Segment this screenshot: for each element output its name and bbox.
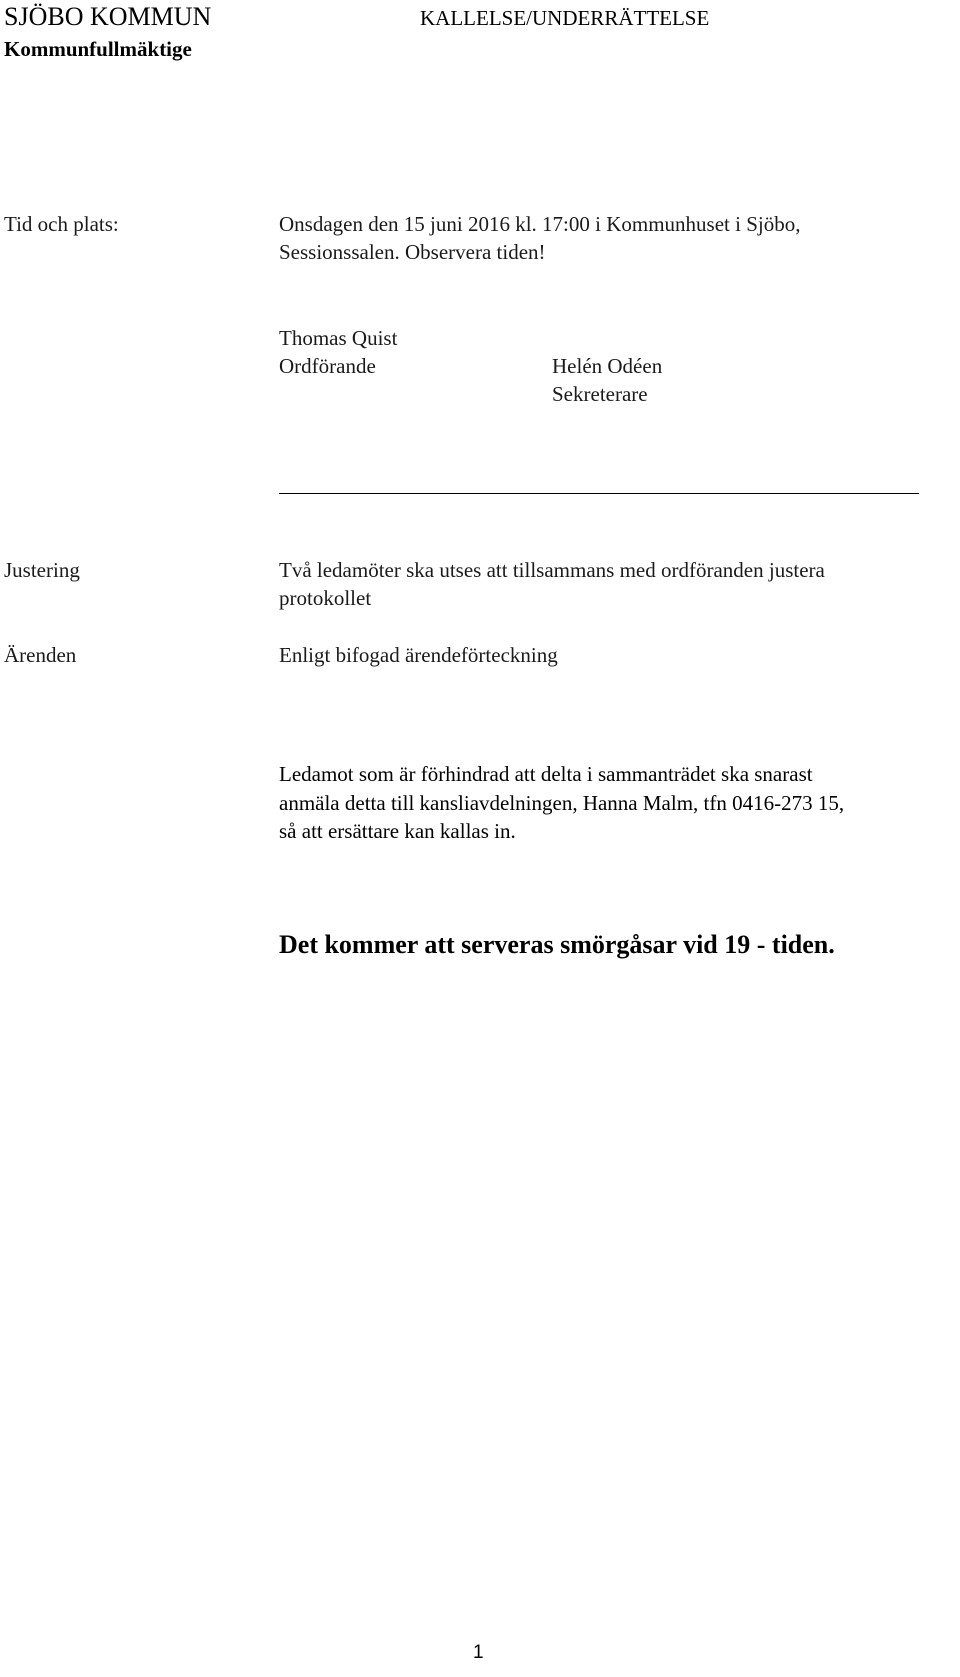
secretary-title: Sekreterare [552, 382, 648, 406]
time-place-line-2: Sessionssalen. Observera tiden! [279, 240, 546, 264]
notice-line-3: så att ersättare kan kallas in. [279, 819, 516, 843]
adjustment-label: Justering [4, 558, 80, 582]
notice-line-1: Ledamot som är förhindrad att delta i sammanträdet ska snarast [279, 762, 813, 786]
organization-name: SJÖBO KOMMUN [4, 2, 212, 31]
items-label: Ärenden [4, 643, 77, 667]
adjustment-text-line-1: Två ledamöter ska utses att tillsammans med ordföranden justera [279, 558, 825, 582]
catering-note: Det kommer att serveras smörgåsar vid 19 - tiden. [279, 930, 835, 959]
chair-title: Ordförande [279, 354, 376, 378]
notice-line-2: anmäla detta till kansliavdelningen, Hanna Malm, tfn 0416-273 15, [279, 791, 845, 815]
page-number: 1 [473, 1642, 484, 1663]
time-place-label: Tid och plats: [4, 212, 119, 236]
time-place-line-1: Onsdagen den 15 juni 2016 kl. 17:00 i Kommunhuset i Sjöbo, [279, 212, 801, 236]
divider-line [279, 493, 919, 494]
document-type-title: KALLELSE/UNDERRÄTTELSE [420, 6, 710, 30]
secretary-name: Helén Odéen [552, 354, 663, 378]
items-text: Enligt bifogad ärendeförteckning [279, 643, 558, 667]
adjustment-text-line-2: protokollet [279, 586, 372, 610]
chair-name: Thomas Quist [279, 326, 398, 350]
organization-unit: Kommunfullmäktige [4, 37, 192, 61]
